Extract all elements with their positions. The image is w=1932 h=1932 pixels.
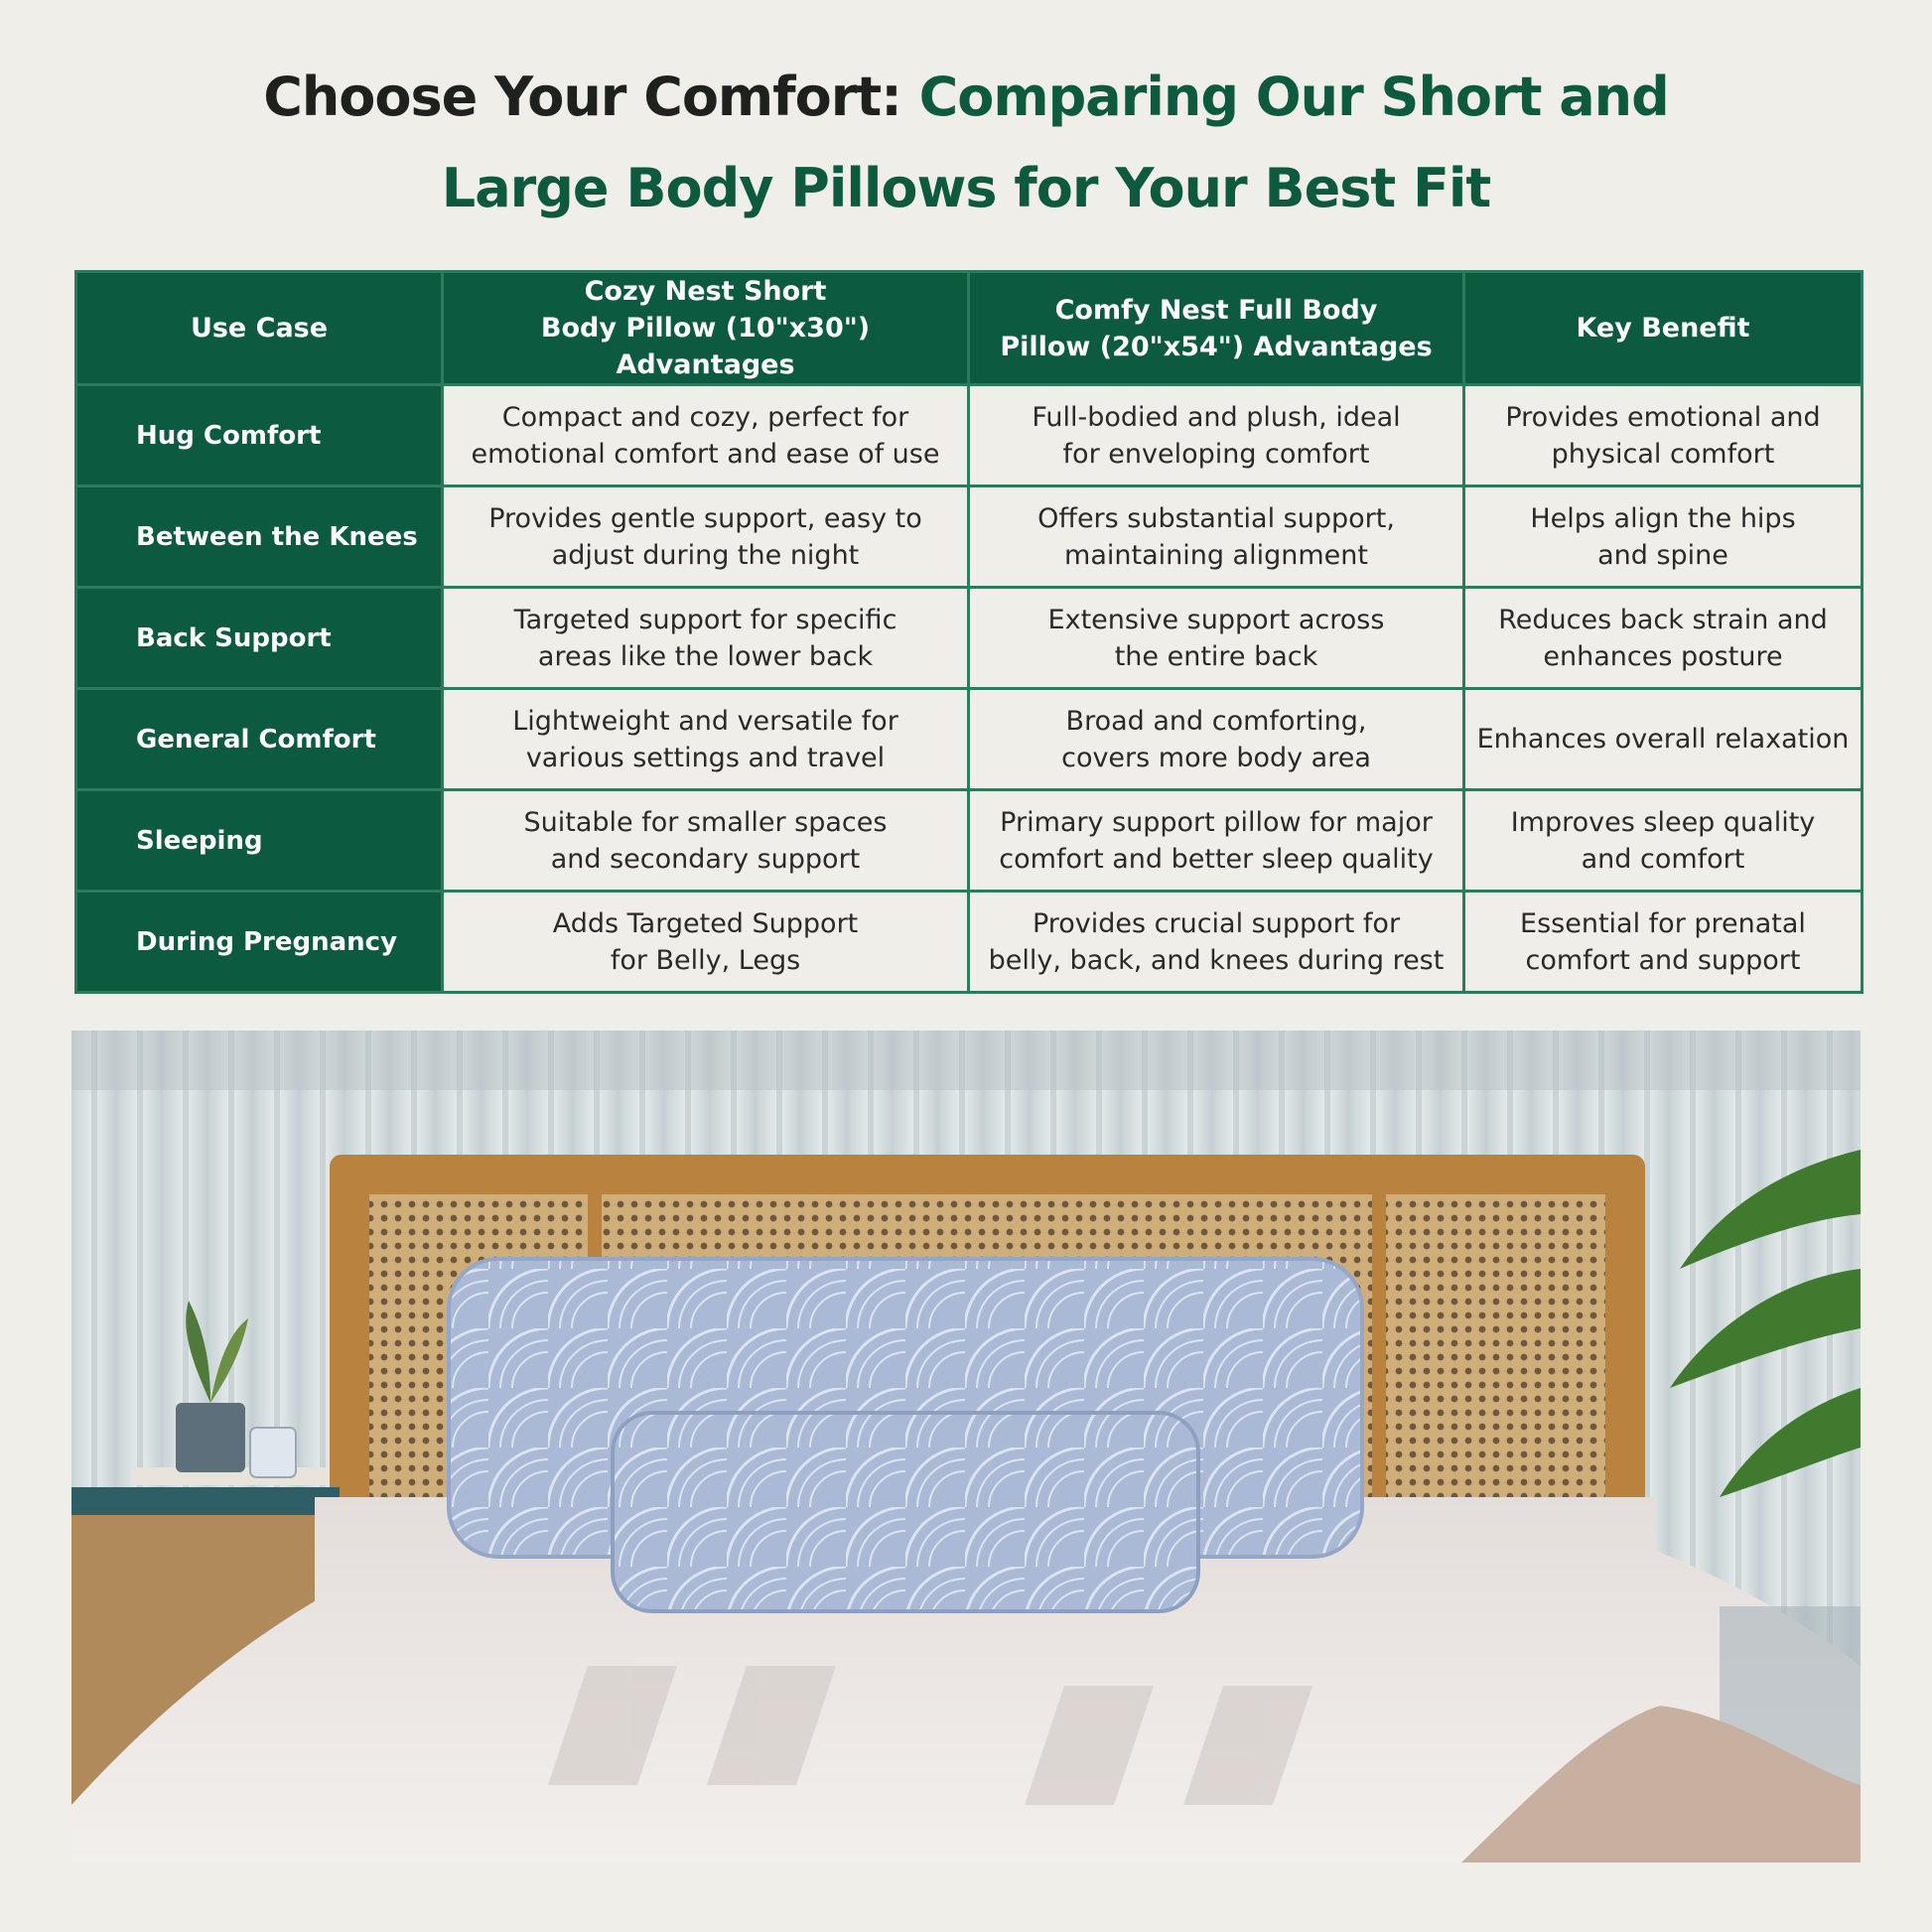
title-line-1 [0,52,1932,143]
cell-short-advantage: Compact and cozy, perfect for emotional comfort and ease of use [443,385,969,486]
table-header-row [76,272,1863,385]
row-use-case: General Comfort [76,689,443,790]
bedroom-photo [71,1031,1861,1863]
cell-full-advantage: Full-bodied and plush, ideal for enveloping comfort [969,385,1464,486]
title-highlight-2: Large Body Pillows for Your Best Fit [441,157,1491,219]
row-use-case: Back Support [76,588,443,689]
cell-key-benefit: Helps align the hips and spine [1464,486,1863,588]
cell-full-advantage: Broad and comforting, covers more body area [969,689,1464,790]
table-row [76,486,1863,588]
header-use-case: Use Case [76,272,443,385]
header-key-benefit: Key Benefit [1464,272,1863,385]
cell-full-advantage: Primary support pillow for major comfort and better sleep quality [969,790,1464,892]
bedroom-illustration [71,1031,1861,1863]
row-use-case: Sleeping [76,790,443,892]
page-title [0,52,1932,234]
row-use-case: During Pregnancy [76,892,443,993]
row-use-case: Hug Comfort [76,385,443,486]
cell-full-advantage: Extensive support across the entire back [969,588,1464,689]
cell-full-advantage: Offers substantial support, maintaining alignment [969,486,1464,588]
cell-short-advantage: Targeted support for specific areas like the lower back [443,588,969,689]
table-row [76,689,1863,790]
cell-short-advantage: Suitable for smaller spaces and secondary support [443,790,969,892]
table-row [76,588,1863,689]
cell-key-benefit: Enhances overall relaxation [1464,689,1863,790]
cell-short-advantage: Lightweight and versatile for various settings and travel [443,689,969,790]
table-row [76,385,1863,486]
title-lead: Choose Your Comfort: [263,66,901,128]
cell-key-benefit: Provides emotional and physical comfort [1464,385,1863,486]
cell-short-advantage: Adds Targeted Support for Belly, Legs [443,892,969,993]
table-row [76,892,1863,993]
cell-key-benefit: Essential for prenatal comfort and support [1464,892,1863,993]
comparison-table [74,270,1863,994]
header-short-pillow: Cozy Nest Short Body Pillow (10"x30") Advantages [443,272,969,385]
row-use-case: Between the Knees [76,486,443,588]
header-full-pillow: Comfy Nest Full Body Pillow (20"x54") Advantages [969,272,1464,385]
cell-key-benefit: Improves sleep quality and comfort [1464,790,1863,892]
cell-key-benefit: Reduces back strain and enhances posture [1464,588,1863,689]
table-row [76,790,1863,892]
cell-short-advantage: Provides gentle support, easy to adjust during the night [443,486,969,588]
cell-full-advantage: Provides crucial support for belly, back, and knees during rest [969,892,1464,993]
title-highlight-1: Comparing Our Short and [918,66,1669,128]
